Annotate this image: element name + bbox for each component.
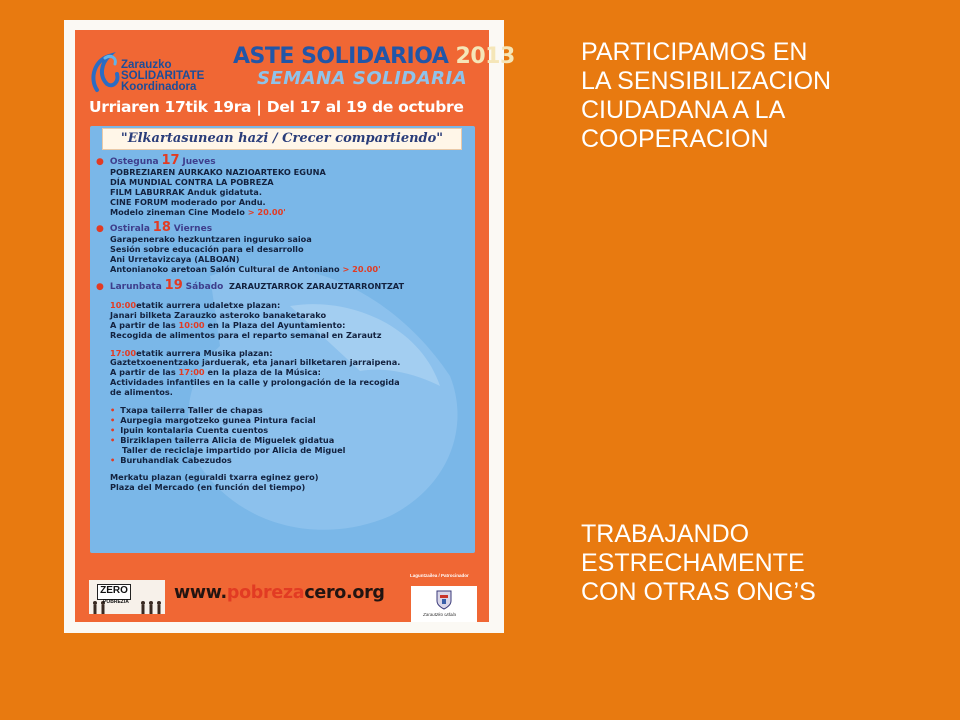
sponsor-text: Zarautzko Udala — [423, 612, 457, 617]
poster-subtitle: SEMANA SOLIDARIA — [257, 68, 468, 89]
statement-line: PARTICIPAMOS EN — [581, 38, 808, 66]
event-time: > 20.00' — [342, 264, 381, 275]
title-main: ASTE SOLIDARIOA — [233, 44, 449, 69]
statement-top — [581, 38, 831, 154]
zero-subtext: POBREZIA — [103, 599, 129, 605]
program-line: Gaztetxoenentzako jarduerak, eta janari bilketaren jarraipena. — [110, 357, 401, 368]
program-line: Garapenerako hezkuntzaren inguruko saioa — [110, 234, 312, 245]
program-line: Merkatu plazan (eguraldi txarra eginez gero) — [110, 472, 319, 483]
program-line: Sesión sobre educación para el desarrollo — [110, 244, 304, 255]
program-line: Actividades infantiles en la calle y prolongación de la recogida — [110, 377, 400, 388]
program-line: FILM LABURRAK Anduk gidatuta. — [110, 186, 262, 197]
town-crest-icon — [436, 590, 452, 610]
activity-item: • Buruhandiak Cabezudos — [110, 454, 232, 465]
bullet-icon: • — [110, 414, 116, 425]
poster-dateline: Urriaren 17tik 19ra | Del 17 al 19 de octubre — [89, 98, 464, 116]
activity-item: • Ipuin kontalaria Cuenta cuentos — [110, 424, 269, 435]
poster — [75, 30, 515, 622]
program-line: 10:00etatik aurrera udaletxe plazan: — [110, 299, 281, 310]
bullet-icon: ● — [96, 157, 104, 167]
activity-item: • Txapa tailerra Taller de chapas — [110, 405, 263, 416]
slogan: "Elkartasunean hazi / Crecer compartiendo" — [102, 128, 462, 150]
day-heading-friday: ● Ostirala 18 Viernes — [96, 220, 213, 236]
program-list — [96, 153, 460, 493]
statement-line: CIUDADANA A LA — [581, 96, 786, 124]
zero-text: ZERO — [97, 584, 131, 600]
program-line: Ani Urretavizcaya (ALBOAN) — [110, 254, 240, 265]
poster-title — [233, 44, 515, 69]
program-line: CINE FORUM moderado por Andu. — [110, 196, 266, 207]
program-line: A partir de las 17:00 en la plaza de la Música: — [110, 367, 321, 378]
logo-line: Zarauzko — [121, 59, 172, 71]
website-url: www.pobrezacero.org — [174, 583, 385, 603]
day-heading-saturday: ● Larunbata 19 Sábado ZARAUZTARROK ZARAUZTARRONTZAT — [96, 277, 405, 293]
activity-item: • Aurpegia margotzeko gunea Pintura facial — [110, 414, 316, 425]
statement-line: COOPERACION — [581, 125, 769, 153]
program-line: A partir de las 10:00 en la Plaza del Ayuntamiento: — [110, 319, 346, 330]
program-line: Plaza del Mercado (en función del tiempo) — [110, 482, 306, 493]
day-number: 17 — [161, 153, 180, 168]
activity-extra: Taller de reciclaje impartido por Alicia de Miguel — [122, 444, 346, 455]
day-number: 19 — [164, 277, 183, 293]
statement-line: CON OTRAS ONG’S — [581, 578, 816, 606]
zero-pobrezia-logo — [89, 580, 165, 614]
hand-swirl-icon — [91, 52, 121, 96]
program-line: Recogida de alimentos para el reparto semanal en Zarautz — [110, 329, 382, 340]
bullet-icon: • — [110, 405, 116, 416]
statement-line: TRABAJANDO — [581, 520, 750, 548]
bullet-icon: • — [110, 424, 116, 435]
logo-text — [121, 60, 204, 93]
logo-line: SOLIDARITATE — [121, 70, 205, 82]
poster-photo — [64, 20, 515, 633]
statement-line: LA SENSIBILIZACION — [581, 67, 832, 95]
bullet-icon: ● — [96, 281, 104, 292]
statement-bottom — [581, 520, 816, 607]
activity-item: • Birziklapen tailerra Alicia de Miguelek gidatua — [110, 434, 335, 445]
bullet-icon: ● — [96, 224, 104, 235]
program-line: de alimentos. — [110, 387, 173, 398]
event-time: > 20.00' — [247, 206, 286, 217]
program-line: DÍA MUNDIAL CONTRA LA POBREZA — [110, 176, 274, 187]
poster-footer — [75, 556, 489, 622]
sponsor-box — [411, 586, 477, 622]
bullet-icon: • — [110, 434, 116, 445]
program-line: POBREZIAREN AURKAKO NAZIOARTEKO EGUNA — [110, 166, 326, 177]
program-line: Janari bilketa Zarauzko asteroko banaketarako — [110, 309, 327, 320]
saturday-title: ZARAUZTARROK ZARAUZTARRONTZAT — [229, 280, 405, 291]
poster-header — [75, 30, 515, 140]
program-venue: Modelo zineman Cine Modelo > 20.00' — [110, 206, 286, 217]
logo-line: Koordinadora — [121, 81, 197, 93]
sponsor-label: Laguntzailea / Patrocinador — [410, 573, 469, 578]
statement-line: ESTRECHAMENTE — [581, 549, 805, 577]
program-line: 17:00etatik aurrera Musika plazan: — [110, 347, 273, 358]
bullet-icon: • — [110, 454, 116, 465]
day-number: 18 — [152, 220, 171, 236]
program-venue: Antonianoko aretoan Salón Cultural de Antoniano > 20.00' — [110, 264, 381, 275]
day-heading-thursday: ● Osteguna 17 Jueves — [96, 153, 216, 168]
title-year: 2013 — [455, 44, 515, 69]
program-panel — [90, 126, 475, 553]
